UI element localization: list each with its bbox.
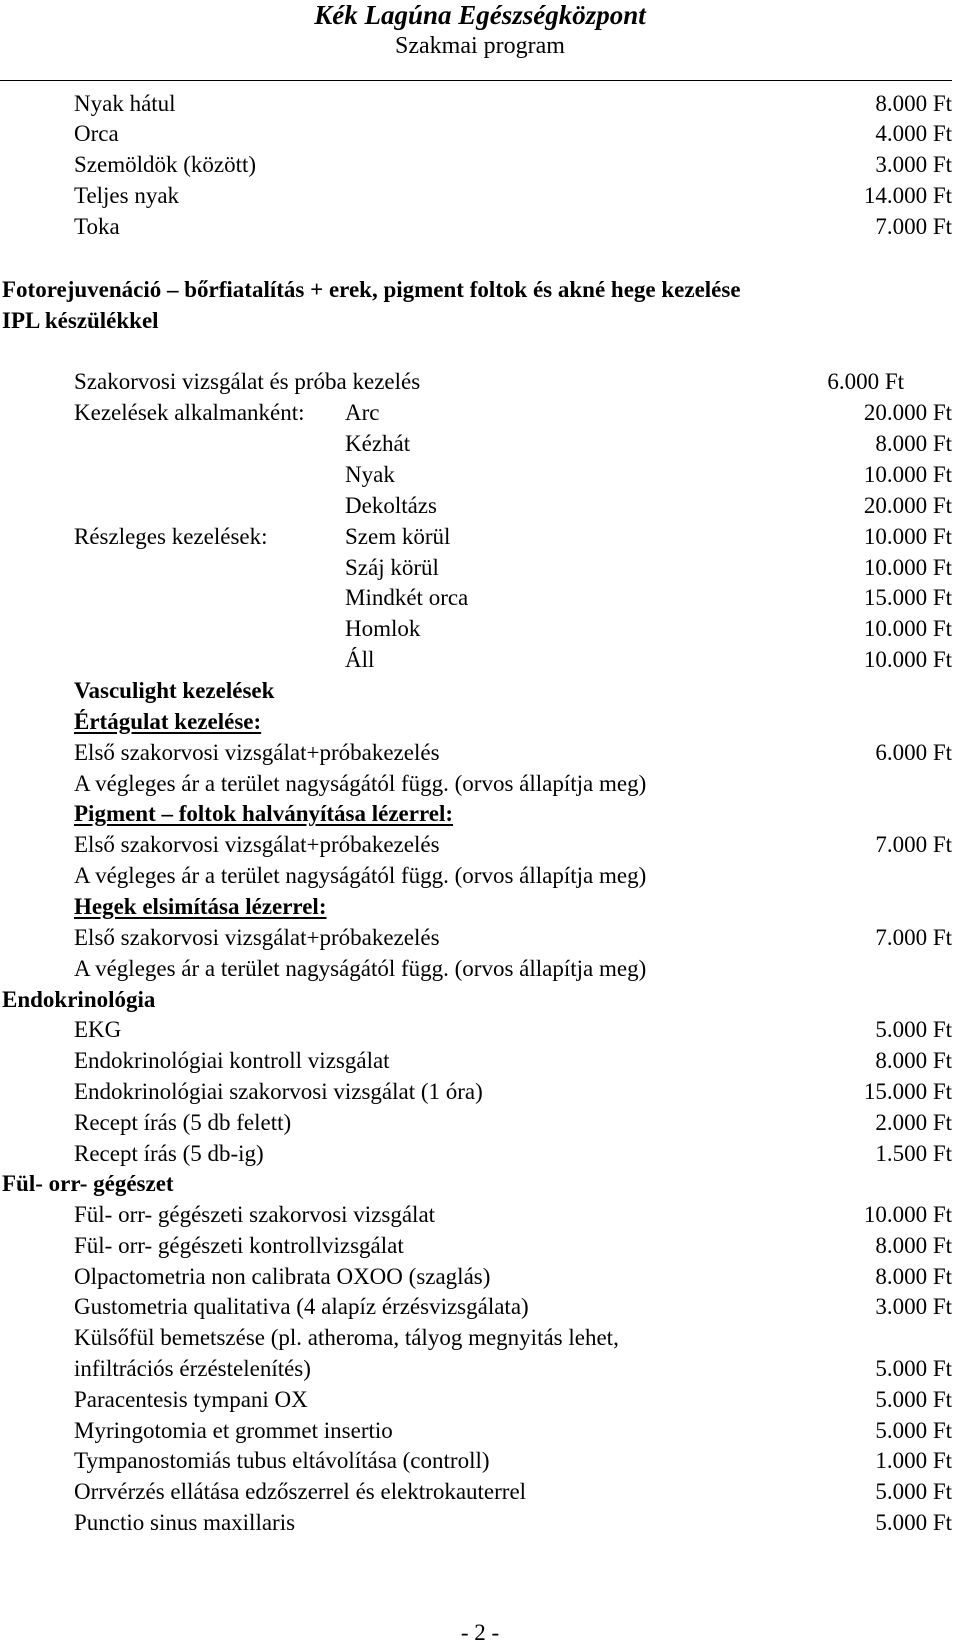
price-item-name: Első szakorvosi vizsgálat+próbakezelés bbox=[74, 740, 440, 765]
section-heading-endo: Endokrinológia bbox=[2, 987, 156, 1012]
price-item-value: 8.000 Ft bbox=[875, 1233, 952, 1258]
subsection-title: Pigment – foltok halványítása lézerrel: bbox=[74, 801, 454, 826]
page-header bbox=[0, 0, 960, 61]
price-item-name: Teljes nyak bbox=[74, 183, 180, 208]
price-item-value: 5.000 Ft bbox=[875, 1479, 952, 1504]
price-item-value: 4.000 Ft bbox=[875, 121, 952, 146]
price-item-name: Endokrinológiai kontroll vizsgálat bbox=[74, 1048, 390, 1073]
ipl-heading-cont: IPL készülékkel bbox=[2, 308, 159, 333]
price-item-name: Olpactometria non calibrata OXOO (szaglás) bbox=[74, 1264, 491, 1289]
price-item-value: 3.000 Ft bbox=[875, 1294, 952, 1319]
price-item-name: Szem körül bbox=[345, 524, 451, 549]
price-item-name: Első szakorvosi vizsgálat+próbakezelés bbox=[74, 925, 440, 950]
price-item-name: Fül- orr- gégészeti kontrollvizsgálat bbox=[74, 1233, 404, 1258]
price-item-name: Fül- orr- gégészeti szakorvosi vizsgálat bbox=[74, 1202, 436, 1227]
price-item-value: 14.000 Ft bbox=[863, 183, 952, 208]
price-item-name: Myringotomia et grommet insertio bbox=[74, 1418, 393, 1443]
price-item-value: 6.000 Ft bbox=[827, 369, 904, 394]
price-item-value: 8.000 Ft bbox=[875, 91, 952, 116]
price-item-name: Száj körül bbox=[345, 555, 439, 580]
price-item-value: 5.000 Ft bbox=[875, 1356, 952, 1381]
price-item-value: 8.000 Ft bbox=[875, 431, 952, 456]
subsection-title: Értágulat kezelése: bbox=[74, 709, 262, 734]
section-heading-vasculight: Vasculight kezelések bbox=[74, 678, 275, 703]
price-item-name: Punctio sinus maxillaris bbox=[74, 1510, 296, 1535]
sublist-label: Részleges kezelések: bbox=[74, 524, 268, 549]
price-item-name: Gustometria qualitativa (4 alapíz érzésvizsgálata) bbox=[74, 1294, 529, 1319]
price-item-name: Dekoltázs bbox=[345, 493, 437, 518]
price-item-value: 7.000 Ft bbox=[875, 214, 952, 239]
price-item-name: Mindkét orca bbox=[345, 585, 469, 610]
price-item-name: Első szakorvosi vizsgálat+próbakezelés bbox=[74, 832, 440, 857]
price-item-name: Nyak bbox=[345, 462, 395, 487]
price-item-value: 15.000 Ft bbox=[863, 1079, 952, 1104]
price-item-name: Orrvérzés ellátása edzőszerrel és elektrokauterrel bbox=[74, 1479, 527, 1504]
price-item-value: 3.000 Ft bbox=[875, 152, 952, 177]
price-item-name: Orca bbox=[74, 121, 119, 146]
document-title: Kék Lagúna Egészségközpont bbox=[314, 0, 646, 30]
price-item-name: Kézhát bbox=[345, 431, 411, 456]
price-item-name: Paracentesis tympani OX bbox=[74, 1387, 308, 1412]
price-item-name: EKG bbox=[74, 1017, 122, 1042]
price-item-value: 15.000 Ft bbox=[863, 585, 952, 610]
price-item-value: 7.000 Ft bbox=[875, 832, 952, 857]
price-item-value: 7.000 Ft bbox=[875, 925, 952, 950]
page-number: - 2 - bbox=[460, 1620, 500, 1645]
price-item-value: 20.000 Ft bbox=[863, 493, 952, 518]
price-item-value: 8.000 Ft bbox=[875, 1264, 952, 1289]
price-item-value: 5.000 Ft bbox=[875, 1418, 952, 1443]
document-subtitle: Szakmai program bbox=[395, 33, 565, 59]
price-item-value: 10.000 Ft bbox=[863, 462, 952, 487]
price-item-name: Toka bbox=[74, 214, 120, 239]
price-item-name: Endokrinológiai szakorvosi vizsgálat (1 óra) bbox=[74, 1079, 483, 1104]
price-item-value: 10.000 Ft bbox=[863, 1202, 952, 1227]
sublist-label: Kezelések alkalmanként: bbox=[74, 400, 305, 425]
price-item-name-cont: infiltrációs érzéstelenítés) bbox=[74, 1356, 311, 1381]
price-item-name: Arc bbox=[345, 400, 380, 425]
price-item-value: 6.000 Ft bbox=[875, 740, 952, 765]
price-item-value: 10.000 Ft bbox=[863, 555, 952, 580]
price-note: A végleges ár a terület nagyságától függ. (orvos állapítja meg) bbox=[74, 771, 647, 796]
price-item-name: Szemöldök (között) bbox=[74, 152, 257, 177]
price-item-name: Külsőfül bemetszése (pl. atheroma, tályog megnyitás lehet, bbox=[74, 1325, 619, 1350]
price-note: A végleges ár a terület nagyságától függ. (orvos állapítja meg) bbox=[74, 956, 647, 981]
price-item-value: 10.000 Ft bbox=[863, 647, 952, 672]
price-item-value: 5.000 Ft bbox=[875, 1017, 952, 1042]
section-heading-ent: Fül- orr- gégészet bbox=[2, 1171, 174, 1196]
price-item-value: 2.000 Ft bbox=[875, 1110, 952, 1135]
price-item-value: 8.000 Ft bbox=[875, 1048, 952, 1073]
price-item-value: 1.500 Ft bbox=[875, 1141, 952, 1166]
price-item-name: Recept írás (5 db-ig) bbox=[74, 1141, 264, 1166]
header-divider bbox=[0, 80, 952, 81]
price-item-name: Áll bbox=[345, 647, 375, 672]
price-item-name: Homlok bbox=[345, 616, 421, 641]
price-item-value: 5.000 Ft bbox=[875, 1510, 952, 1535]
price-item-name: Nyak hátul bbox=[74, 91, 176, 116]
ipl-heading: Fotorejuvenáció – bőrfiatalítás + erek, pigment foltok és akné hege kezelése bbox=[2, 277, 741, 302]
price-item-value: 10.000 Ft bbox=[863, 616, 952, 641]
price-note: A végleges ár a terület nagyságától függ. (orvos állapítja meg) bbox=[74, 863, 647, 888]
price-item-value: 10.000 Ft bbox=[863, 524, 952, 549]
price-item-value: 20.000 Ft bbox=[863, 400, 952, 425]
price-item-name: Recept írás (5 db felett) bbox=[74, 1110, 292, 1135]
price-item-name: Tympanostomiás tubus eltávolítása (controll) bbox=[74, 1448, 490, 1473]
price-item-value: 5.000 Ft bbox=[875, 1387, 952, 1412]
price-item-name: Szakorvosi vizsgálat és próba kezelés bbox=[74, 369, 421, 394]
subsection-title: Hegek elsimítása lézerrel: bbox=[74, 894, 327, 919]
price-item-value: 1.000 Ft bbox=[875, 1448, 952, 1473]
